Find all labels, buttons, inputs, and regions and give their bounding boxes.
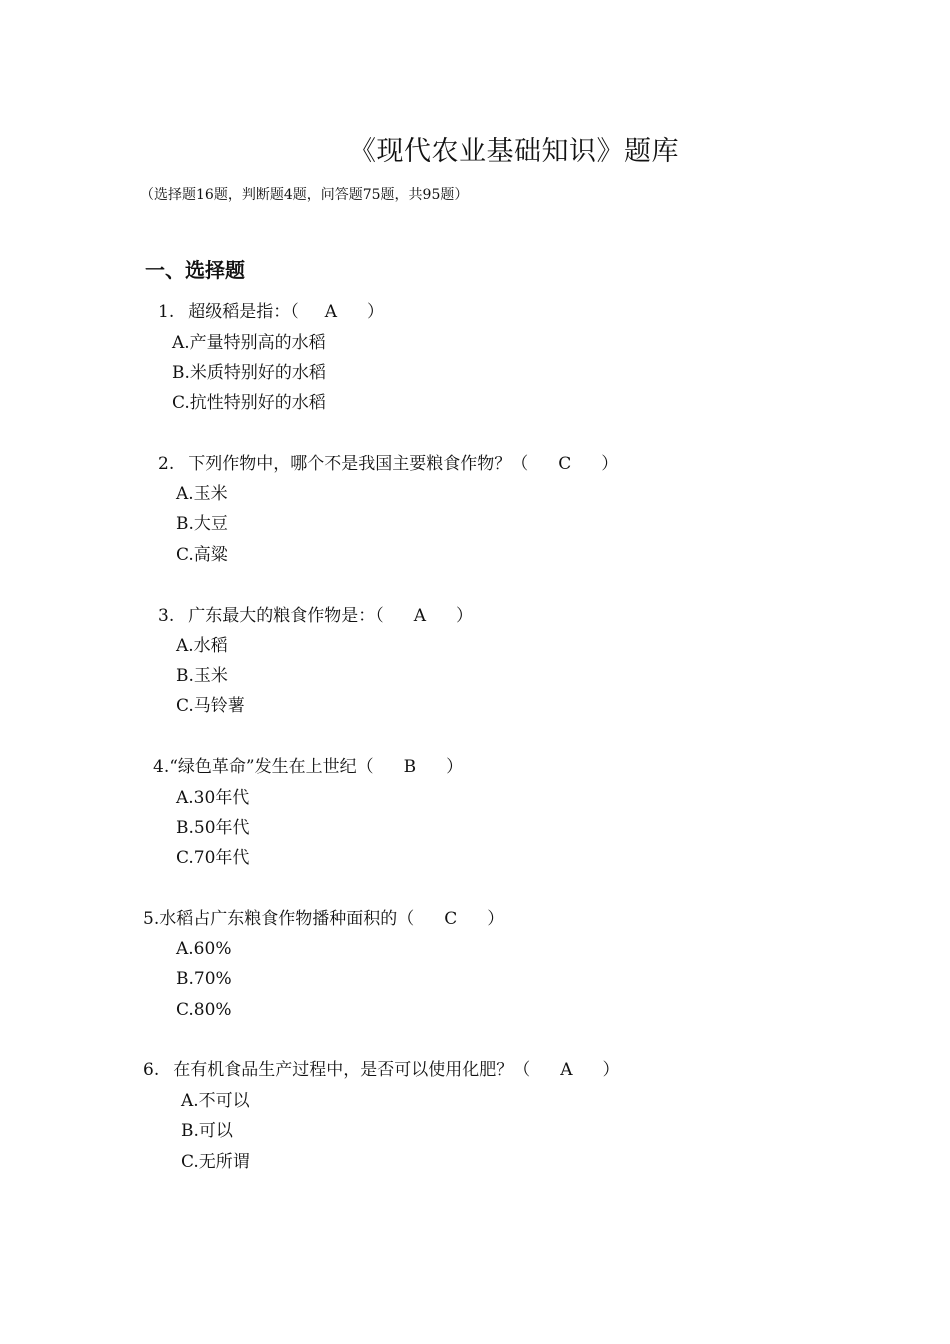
question-text: 广东最大的粮食作物是： xyxy=(188,606,376,626)
option-b: B.玉米 xyxy=(176,666,228,686)
question-text: 超级稻是指： xyxy=(188,302,291,322)
option-a: A.60% xyxy=(176,939,232,959)
answer-close-paren: ） xyxy=(602,1060,620,1080)
question-number: 4. xyxy=(153,757,170,777)
answer-close-paren: ） xyxy=(367,302,385,322)
option-c: C.高粱 xyxy=(176,545,228,565)
document-title: 《现代农业基础知识》题库 xyxy=(349,136,679,167)
section-heading: 一、选择题 xyxy=(145,258,245,282)
answer-close-paren: ） xyxy=(456,606,474,626)
answer-letter: B xyxy=(403,757,417,777)
answer-close-paren: ） xyxy=(487,909,505,929)
question-number: 2. xyxy=(158,454,175,474)
option-b: B.70% xyxy=(176,969,232,989)
question-4 xyxy=(153,755,463,779)
answer-open-paren: （ xyxy=(397,909,415,929)
answer-open-paren: （ xyxy=(511,454,529,474)
option-a: A.不可以 xyxy=(181,1091,250,1111)
option-c: C.抗性特别好的水稻 xyxy=(172,393,326,413)
answer-open-paren: （ xyxy=(290,302,299,322)
option-b: B.米质特别好的水稻 xyxy=(172,363,326,383)
answer-close-paren: ） xyxy=(446,757,464,777)
question-number: 1. xyxy=(158,302,175,322)
option-a: A.产量特别高的水稻 xyxy=(172,333,326,353)
question-1 xyxy=(158,300,384,324)
option-a: A.水稻 xyxy=(176,636,228,656)
question-text: 下列作物中，哪个不是我国主要粮食作物？ xyxy=(188,454,512,474)
question-3 xyxy=(158,604,473,628)
question-6 xyxy=(143,1058,620,1082)
question-number: 6. xyxy=(143,1060,160,1080)
question-text: 在有机食品生产过程中，是否可以使用化肥？ xyxy=(173,1060,514,1080)
question-text: “绿色革命”发生在上世纪 xyxy=(169,757,357,777)
option-a: A.玉米 xyxy=(176,484,228,504)
question-2 xyxy=(158,452,618,476)
question-5 xyxy=(143,907,504,931)
answer-open-paren: （ xyxy=(375,606,384,626)
option-c: C.马铃薯 xyxy=(176,696,245,716)
answer-letter: C xyxy=(558,454,572,474)
answer-open-paren: （ xyxy=(513,1060,531,1080)
question-number: 3. xyxy=(158,606,175,626)
answer-letter: A xyxy=(324,302,338,322)
option-c: C.80% xyxy=(176,1000,232,1020)
option-b: B.大豆 xyxy=(176,514,228,534)
answer-letter: A xyxy=(560,1060,573,1080)
option-c: C.无所谓 xyxy=(181,1152,250,1172)
answer-open-paren: （ xyxy=(356,757,374,777)
answer-letter: C xyxy=(444,909,458,929)
option-a: A.30年代 xyxy=(176,788,250,808)
question-number: 5. xyxy=(143,909,160,929)
document-subtitle: （选择题16题，判断题4题，问答题75题，共95题） xyxy=(140,187,469,203)
option-b: B.可以 xyxy=(181,1121,233,1141)
option-b: B.50年代 xyxy=(176,818,250,838)
answer-close-paren: ） xyxy=(601,454,619,474)
option-c: C.70年代 xyxy=(176,848,250,868)
answer-letter: A xyxy=(413,606,427,626)
question-text: 水稻占广东粮食作物播种面积的 xyxy=(159,909,398,929)
